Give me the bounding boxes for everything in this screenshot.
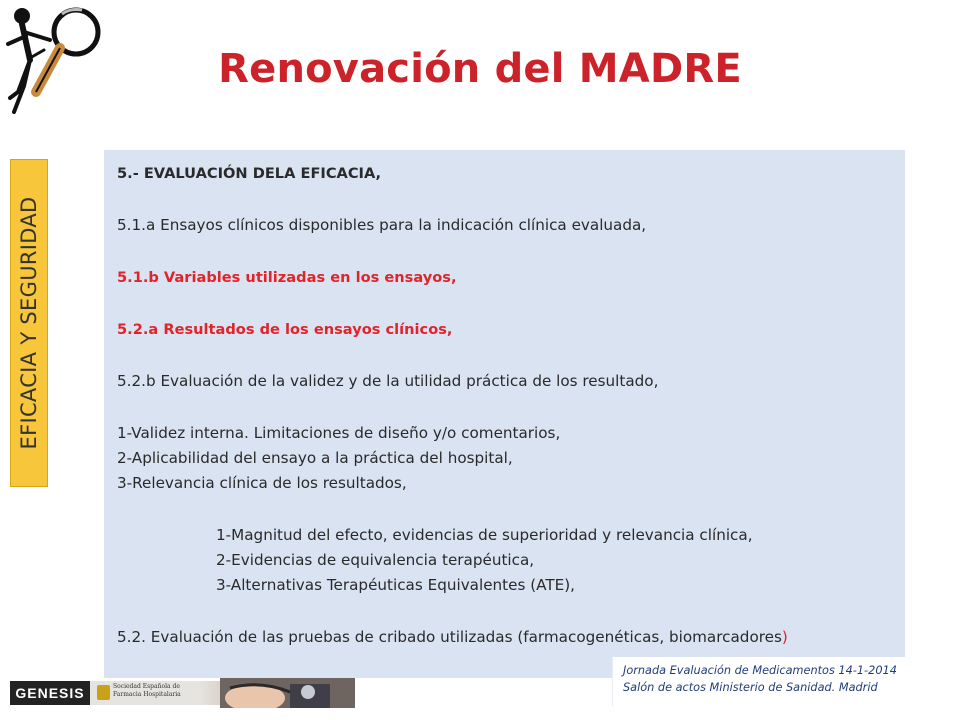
side-label-tab: [10, 159, 48, 487]
event-line-1: Jornada Evaluación de Medicamentos 14-1-2014: [623, 664, 897, 677]
list-item-5-2-b: 5.2.b Evaluación de la validez y de la utilidad práctica de los resultado,: [117, 372, 659, 390]
event-line-2: Salón de actos Ministerio de Sanidad. Madrid: [623, 681, 878, 694]
side-label: EFICACIA Y SEGURIDAD: [17, 196, 41, 450]
sefh-emblem-icon: [97, 685, 110, 700]
section-heading: 5.- EVALUACIÓN DELA EFICACIA,: [117, 165, 382, 182]
list-item-5-2-final-tail: ): [781, 628, 788, 646]
blood-pressure-photo: [220, 678, 355, 708]
slide-title: Renovación del MADRE: [218, 46, 742, 92]
list-item-point-3: 3-Relevancia clínica de los resultados,: [117, 474, 407, 492]
list-item-5-1-b: 5.1.b Variables utilizadas en los ensayos,: [117, 269, 457, 286]
list-item-sub-2: 2-Evidencias de equivalencia terapéutica,: [216, 551, 535, 569]
list-item-5-2-final: [117, 625, 905, 650]
sefh-line-2: Farmacia Hospitalaria: [113, 691, 181, 698]
event-credit: [612, 657, 950, 706]
list-item-point-1: 1-Validez interna. Limitaciones de diseño y/o comentarios,: [117, 424, 561, 442]
content-box: [104, 150, 905, 678]
list-item-5-2-final-text: 5.2. Evaluación de las pruebas de cribado utilizadas (farmacogenéticas, biomarcadores: [117, 628, 782, 646]
list-item-5-1-a: 5.1.a Ensayos clínicos disponibles para la indicación clínica evaluada,: [117, 216, 647, 234]
sefh-line-1: Sociedad Española de: [113, 683, 180, 690]
genesis-logo: GENESIS: [10, 681, 90, 705]
list-item-sub-1: 1-Magnitud del efecto, evidencias de superioridad y relevancia clínica,: [216, 526, 753, 544]
list-item-point-2: 2-Aplicabilidad del ensayo a la práctica del hospital,: [117, 449, 513, 467]
sefh-logo-text: [113, 683, 193, 699]
list-item-5-2-a: 5.2.a Resultados de los ensayos clínicos,: [117, 321, 453, 338]
list-item-sub-3: 3-Alternativas Terapéuticas Equivalentes (ATE),: [216, 576, 575, 594]
